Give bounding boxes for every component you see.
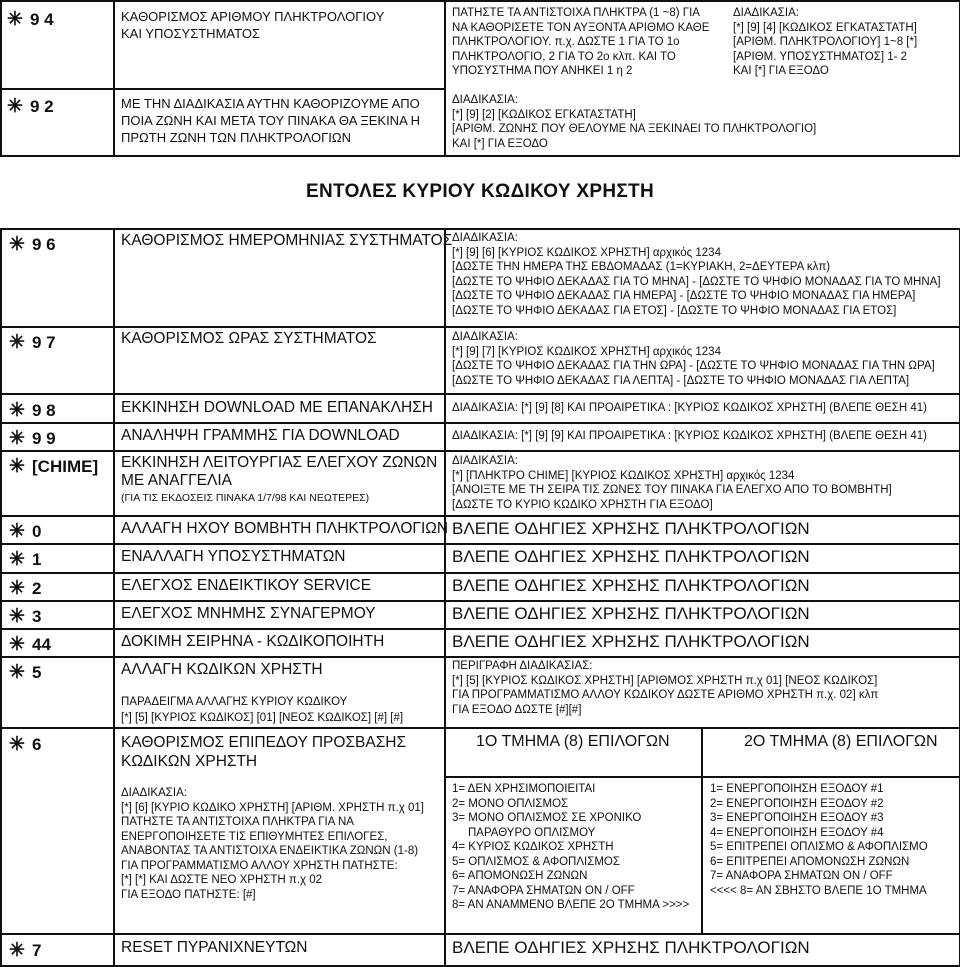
see-instructions-text: ΒΛΕΠΕ ΟΔΗΓΙΕΣ ΧΡΗΣΗΣ ΠΛΗΚΤΡΟΛΟΓΙΩΝ: [452, 547, 810, 566]
section-1-options: 1= ΔΕΝ ΧΡΗΣΙΜΟΠΟΙΕΙΤΑΙ 2= ΜΟΝΟ ΟΠΛΙΣΜΟΣ 3= ΜΟΝΟ ΟΠΛΙΣΜΟΣ ΣΕ ΧΡΟΝΙΚΟ ΠΑΡΑΘΥΡΟ ΟΠΛΙΣΜΟΥ 4= ΚΥΡΙΟΣ ΚΩΔΙΚΟΣ ΧΡΗΣΤΗ 5= ΟΠΛΙΣΜΟΣ & ΑΦΟΠΛΙΣΜΟΣ 6= ΑΠΟΜΟΝΩΣΗ ΖΩΝΩΝ 7= ΑΝΑΦΟΡΑ ΣΗΜΑΤΩΝ ON / OFF 8= ΑΝ ΑΝΑΜΜΕΝΟ ΒΛΕΠΕ 2Ο ΤΜΗΜΑ >>>>: [452, 783, 690, 911]
star-icon: ✳: [9, 734, 25, 755]
star-icon: ✳: [9, 332, 25, 353]
star-icon: ✳: [9, 428, 25, 449]
command-chime-description: ΕΚΚΙΝΗΣΗ ΛΕΙΤΟΥΡΓΙΑΣ ΕΛΕΓΧΟΥ ΖΩΝΩΝ ΜΕ ΑΝΑΓΓΕΛΙΑ: [121, 454, 438, 489]
command-6-description: ΚΑΘΟΡΙΣΜΟΣ ΕΠΙΠΕΔΟΥ ΠΡΟΣΒΑΣΗΣ ΚΩΔΙΚΩΝ ΧΡΗΣΤΗ: [121, 734, 407, 770]
command-1-description: ΕΝΑΛΛΑΓΗ ΥΠΟΣΥΣΤΗΜΑΤΩΝ: [121, 548, 346, 565]
command-5-example: ΠΑΡΑΔΕΙΓΜΑ ΑΛΛΑΓΗΣ ΚΥΡΙΟΥ ΚΩΔΙΚΟΥ [*] [5] [ΚΥΡΙΟΣ ΚΩΔΙΚΟΣ] [01] [ΝΕΟΣ ΚΩΔΙΚΟΣ] [#] [#]: [121, 696, 404, 724]
command-2-description: ΕΛΕΓΧΟΣ ΕΝΔΕΙΚΤΙΚΟΥ SERVICE: [121, 577, 372, 594]
command-99-description: ΑΝΑΛΗΨΗ ΓΡΑΜΜΗΣ ΓΙΑ DOWNLOAD: [121, 427, 400, 444]
section-1-title: 1Ο ΤΜΗΜΑ (8) ΕΠΙΛΟΓΩΝ: [476, 733, 670, 750]
see-instructions-text: ΒΛΕΠΕ ΟΔΗΓΙΕΣ ΧΡΗΣΗΣ ΠΛΗΚΤΡΟΛΟΓΙΩΝ: [452, 604, 810, 623]
command-0-description: ΑΛΛΑΓΗ ΗΧΟΥ ΒΟΜΒΗΤΗ ΠΛΗΚΤΡΟΛΟΓΙΩΝ: [121, 520, 449, 537]
see-instructions-text: ΒΛΕΠΕ ΟΔΗΓΙΕΣ ΧΡΗΣΗΣ ΠΛΗΚΤΡΟΛΟΓΙΩΝ: [452, 938, 810, 957]
command-44: ✳ 44: [6, 633, 51, 656]
star-icon: ✳: [9, 578, 25, 599]
command-code: 9 4: [30, 9, 54, 29]
star-icon: ✳: [9, 234, 25, 255]
star-icon: ✳: [9, 940, 25, 961]
command-0: ✳ 0: [6, 520, 41, 543]
command-92: [4, 95, 54, 118]
star-icon: ✳: [9, 606, 25, 627]
star-icon: ✳: [9, 549, 25, 570]
command-5-procedure: ΠΕΡΙΓΡΑΦΗ ΔΙΑΔΙΚΑΣΙΑΣ: [*] [5] [ΚΥΡΙΟΣ ΚΩΔΙΚΟΣ ΧΡΗΣΤΗ] [ΑΡΙΘΜΟΣ ΧΡΗΣΤΗ π.χ 01] [ΝΕΟΣ ΚΩΔΙΚΟΣ] ΓΙΑ ΠΡΟΓΡΑΜΜΑΤΙΣΜΟ ΑΛΛΟΥ ΚΩΔΙΚΟΥ ΔΩΣΤΕ ΑΡΙΘΜΟ ΧΡΗΣΤΗ π.χ. 02] κλπ ΓΙΑ ΕΞΟΔΟ ΔΩΣΤΕ [#][#]: [452, 660, 879, 716]
command-3-description: ΕΛΕΓΧΟΣ ΜΝΗΜΗΣ ΣΥΝΑΓΕΡΜΟΥ: [121, 605, 376, 622]
command-chime-note: (ΓΙΑ ΤΙΣ ΕΚΔΟΣΕΙΣ ΠΙΝΑΚΑ 1/7/98 ΚΑΙ ΝΕΩΤΕΡΕΣ): [121, 492, 370, 504]
command-96-procedure: ΔΙΑΔΙΚΑΣΙΑ: [*] [9] [6] [ΚΥΡΙΟΣ ΚΩΔΙΚΟΣ ΧΡΗΣΤΗ] αρχικός 1234 [ΔΩΣΤΕ ΤΗΝ ΗΜΕΡΑ ΤΗΣ ΕΒΔΟΜΑΔΑΣ (1=ΚΥΡΙΑΚΗ, 2=ΔΕΥΤΕΡΑ κλπ) [ΔΩΣΤΕ ΤΟ ΨΗΦΙΟ ΔΕΚΑΔΑΣ ΓΙΑ ΤΟ ΜΗΝΑ] - [ΔΩΣΤΕ ΤΟ ΨΗΦΙΟ ΜΟΝΑΔΑΣ ΓΙΑ ΤΟ ΜΗΝΑ] [ΔΩΣΤΕ ΤΟ ΨΗΦΙΟ ΔΕΚΑΔΑΣ ΓΙΑ ΗΜΕΡΑ] - [ΔΩΣΤΕ ΤΟ ΨΗΦΙΟ ΜΟΝΑΔΑΣ ΓΙΑ ΗΜΕΡΑ] [ΔΩΣΤΕ ΤΟ ΨΗΦΙΟ ΔΕΚΑΔΑΣ ΓΙΑ ΕΤΟΣ] - [ΔΩΣΤΕ ΤΟ ΨΗΦΙΟ ΜΟΝΑΔΑΣ ΓΙΑ ΕΤΟΣ]: [452, 232, 941, 317]
section-title: ΕΝΤΟΛΕΣ ΚΥΡΙΟΥ ΚΩΔΙΚΟΥ ΧΡΗΣΤΗ: [306, 181, 654, 202]
see-instructions-text: ΒΛΕΠΕ ΟΔΗΓΙΕΣ ΧΡΗΣΗΣ ΠΛΗΚΤΡΟΛΟΓΙΩΝ: [452, 576, 810, 595]
command-99: ✳ 9 9: [6, 427, 56, 450]
command-chime: ✳ [CHIME]: [6, 455, 98, 478]
command-6-procedure: ΔΙΑΔΙΚΑΣΙΑ: [*] [6] [ΚΥΡΙΟ ΚΩΔΙΚΟ ΧΡΗΣΤΗ] [ΑΡΙΘΜ. ΧΡΗΣΤΗ π.χ 01] ΠΑΤΗΣΤΕ ΤΑ ΑΝΤΙΣΤΟΙΧΑ ΠΛΗΚΤΡΑ ΓΙΑ ΝΑ ΕΝΕΡΓΟΠΟΙΗΣΕΤΕ ΤΙΣ ΕΠΙΘΥΜΗΤΕΣ ΕΠΙΛΟΓΕΣ, ΑΝΑΒΟΝΤΑΣ ΤΑ ΑΝΤΙΣΤΟΙΧΑ ΕΝΔΕΙΚΤΙΚΑ ΖΩΝΩΝ (1-8) ΓΙΑ ΠΡΟΓΡΑΜΜΑΤΙΣΜΟ ΑΛΛΟΥ ΧΡΗΣΤΗ ΠΑΤΗΣΤΕ: [*] [*] ΚΑΙ ΔΩΣΤΕ ΝΕΟ ΧΡΗΣΤΗ π.χ 02 ΓΙΑ ΕΞΟΔΟ ΠΑΤΗΣΤΕ: [#]: [121, 787, 424, 901]
command-94-instructions: ΠΑΤΗΣΤΕ ΤΑ ΑΝΤΙΣΤΟΙΧΑ ΠΛΗΚΤΡΑ (1 ~8) ΓΙΑ ΝΑ ΚΑΘΟΡΙΣΕΤΕ ΤΟΝ ΑΥΞΟΝΤΑ ΑΡΙΘΜΟ ΚΑΘΕ ΠΛΗΚΤΡΟΛΟΓΙΟΥ. π.χ. ΔΩΣΤΕ 1 ΓΙΑ ΤΟ 1ο ΠΛΗΚΤΡΟΛΟΓΙΟ, 2 ΓΙΑ ΤΟ 2ο κλπ. ΚΑΙ ΤΟ ΥΠΟΣΥΣΤΗΜΑ ΠΟΥ ΑΝΗΚΕΙ 1 η 2: [452, 7, 710, 77]
command-7-description: RESET ΠΥΡΑΝΙΧΝΕΥΤΩΝ: [121, 939, 308, 956]
command-44-description: ΔΟΚΙΜΗ ΣΕΙΡΗΝΑ - ΚΩΔΙΚΟΠΟΙΗΤΗ: [121, 633, 385, 650]
command-code: 9 2: [30, 96, 54, 116]
command-2: ✳ 2: [6, 577, 41, 600]
star-icon: ✳: [9, 521, 25, 542]
command-96: ✳ 9 6: [6, 233, 56, 256]
command-chime-procedure: ΔΙΑΔΙΚΑΣΙΑ: [*] [ΠΛΗΚΤΡΟ CHIME] [ΚΥΡΙΟΣ ΚΩΔΙΚΟΣ ΧΡΗΣΤΗ] αρχικός 1234 [ΑΝΟΙΞΤΕ ΜΕ ΤΗ ΣΕΙΡΑ ΤΙΣ ΖΩΝΕΣ ΤΟΥ ΠΙΝΑΚΑ ΓΙΑ ΕΛΕΓΧΟ ΑΠΟ ΤΟ ΒΟΜΒΗΤΗ] [ΔΩΣΤΕ ΤΟ ΚΥΡΙΟ ΚΩΔΙΚΟ ΧΡΗΣΤΗ ΓΙΑ ΕΞΟΔΟ]: [452, 455, 892, 511]
section-2-options: 1= ΕΝΕΡΓΟΠΟΙΗΣΗ ΕΞΟΔΟΥ #1 2= ΕΝΕΡΓΟΠΟΙΗΣΗ ΕΞΟΔΟΥ #2 3= ΕΝΕΡΓΟΠΟΙΗΣΗ ΕΞΟΔΟΥ #3 4= ΕΝΕΡΓΟΠΟΙΗΣΗ ΕΞΟΔΟΥ #4 5= ΕΠΙΤΡΕΠΕΙ ΟΠΛΙΣΜΟ & ΑΦΟΠΛΙΣΜΟ 6= ΕΠΙΤΡΕΠΕΙ ΑΠΟΜΟΝΩΣΗ ΖΩΝΩΝ 7= ΑΝΑΦΟΡΑ ΣΗΜΑΤΩΝ ON / OFF <<<< 8= ΑΝ ΣΒΗΣΤΟ ΒΛΕΠΕ 1Ο ΤΜΗΜΑ: [710, 783, 928, 897]
star-icon: ✳: [7, 96, 23, 117]
command-98: ✳ 9 8: [6, 399, 56, 422]
command-92-procedure: ΔΙΑΔΙΚΑΣΙΑ: [*] [9] [2] [ΚΩΔΙΚΟΣ ΕΓΚΑΤΑΣΤΑΤΗ] [ΑΡΙΘΜ. ΖΩΝΗΣ ΠΟΥ ΘΕΛΟΥΜΕ ΝΑ ΞΕΚΙΝΑΕΙ ΤΟ ΠΛΗΚΤΡΟΛΟΓΙΟ] ΚΑΙ [*] ΓΙΑ ΕΞΟΔΟ: [452, 94, 817, 150]
command-98-description: ΕΚΚΙΝΗΣΗ DOWNLOAD ΜΕ ΕΠΑΝΑΚΛΗΣΗ: [121, 399, 433, 416]
star-icon: ✳: [9, 662, 25, 683]
command-94-description: ΚΑΘΟΡΙΣΜΟΣ ΑΡΙΘΜΟΥ ΠΛΗΚΤΡΟΛΟΓΙΟΥ ΚΑΙ ΥΠΟΣΥΣΤΗΜΑΤΟΣ: [121, 9, 385, 41]
section-2-title: 2Ο ΤΜΗΜΑ (8) ΕΠΙΛΟΓΩΝ: [744, 733, 938, 750]
command-97-description: ΚΑΘΟΡΙΣΜΟΣ ΩΡΑΣ ΣΥΣΤΗΜΑΤΟΣ: [121, 330, 377, 347]
star-icon: ✳: [9, 634, 25, 655]
star-icon: ✳: [7, 9, 23, 30]
command-6: ✳ 6: [6, 733, 41, 756]
command-97: ✳ 9 7: [6, 331, 56, 354]
see-instructions-text: ΒΛΕΠΕ ΟΔΗΓΙΕΣ ΧΡΗΣΗΣ ΠΛΗΚΤΡΟΛΟΓΙΩΝ: [452, 632, 810, 651]
command-92-description: ΜΕ ΤΗΝ ΔΙΑΔΙΚΑΣΙΑ ΑΥΤΗΝ ΚΑΘΟΡΙΖΟΥΜΕ ΑΠΟ ΠΟΙΑ ΖΩΝΗ ΚΑΙ ΜΕΤΑ ΤΟΥ ΠΙΝΑΚΑ ΘΑ ΞΕΚΙΝΑ Η ΠΡΩΤΗ ΖΩΝΗ ΤΩΝ ΠΛΗΚΤΡΟΛΟΓΙΩΝ: [121, 96, 421, 145]
command-5-description: ΑΛΛΑΓΗ ΚΩΔΙΚΩΝ ΧΡΗΣΤΗ: [121, 661, 323, 678]
command-94: [4, 8, 54, 31]
star-icon: ✳: [9, 456, 25, 477]
command-3: ✳ 3: [6, 605, 41, 628]
command-94-procedure: ΔΙΑΔΙΚΑΣΙΑ: [*] [9] [4] [ΚΩΔΙΚΟΣ ΕΓΚΑΤΑΣΤΑΤΗ] [ΑΡΙΘΜ. ΠΛΗΚΤΡΟΛΟΓΙΟΥ] 1~8 [*] [ΑΡΙΘΜ. ΥΠΟΣΥΣΤΗΜΑΤΟΣ] 1- 2 ΚΑΙ [*] ΓΙΑ ΕΞΟΔΟ: [733, 7, 918, 77]
command-97-procedure: ΔΙΑΔΙΚΑΣΙΑ: [*] [9] [7] [ΚΥΡΙΟΣ ΚΩΔΙΚΟΣ ΧΡΗΣΤΗ] αρχικός 1234 [ΔΩΣΤΕ ΤΟ ΨΗΦΙΟ ΔΕΚΑΔΑΣ ΓΙΑ ΤΗΝ ΩΡΑ] - [ΔΩΣΤΕ ΤΟ ΨΗΦΙΟ ΜΟΝΑΔΑΣ ΓΙΑ ΤΗΝ ΩΡΑ] [ΔΩΣΤΕ ΤΟ ΨΗΦΙΟ ΔΕΚΑΔΑΣ ΓΙΑ ΛΕΠΤΑ] - [ΔΩΣΤΕ ΤΟ ΨΗΦΙΟ ΜΟΝΑΔΑΣ ΓΙΑ ΛΕΠΤΑ]: [452, 331, 935, 387]
command-99-procedure: ΔΙΑΔΙΚΑΣΙΑ: [*] [9] [9] ΚΑΙ ΠΡΟΑΙΡΕΤΙΚΑ : [ΚΥΡΙΟΣ ΚΩΔΙΚΟΣ ΧΡΗΣΤΗ] (ΒΛΕΠΕ ΘΕΣΗ 41): [452, 430, 928, 442]
command-5: ✳ 5: [6, 661, 41, 684]
star-icon: ✳: [9, 400, 25, 421]
command-96-description: ΚΑΘΟΡΙΣΜΟΣ ΗΜΕΡΟΜΗΝΙΑΣ ΣΥΣΤΗΜΑΤΟΣ: [121, 232, 453, 249]
command-7: ✳ 7: [6, 939, 41, 962]
command-1: ✳ 1: [6, 548, 41, 571]
command-98-procedure: ΔΙΑΔΙΚΑΣΙΑ: [*] [9] [8] ΚΑΙ ΠΡΟΑΙΡΕΤΙΚΑ : [ΚΥΡΙΟΣ ΚΩΔΙΚΟΣ ΧΡΗΣΤΗ] (ΒΛΕΠΕ ΘΕΣΗ 41): [452, 402, 928, 414]
see-instructions-text: ΒΛΕΠΕ ΟΔΗΓΙΕΣ ΧΡΗΣΗΣ ΠΛΗΚΤΡΟΛΟΓΙΩΝ: [452, 519, 810, 538]
